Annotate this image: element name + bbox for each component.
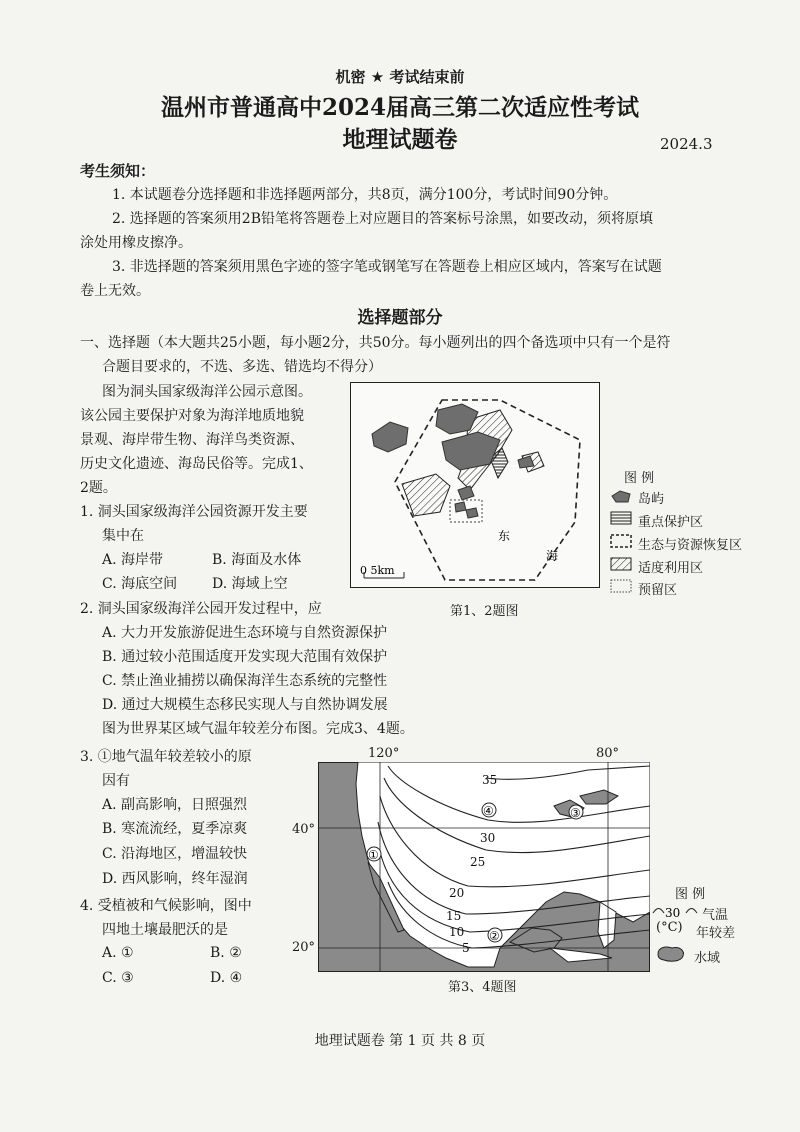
passage1-line: 历史文化遗迹、海岛民俗等。完成1、 <box>80 456 313 472</box>
notice-item: 1. 本试题卷分选择题和非选择题两部分，共8页，满分100分，考试时间90分钟。 <box>112 187 618 203</box>
notice-item: 3. 非选择题的答案须用黑色字迹的签字笔或钢笔写在答题卷上相应区域内，答案写在试题 <box>112 259 662 275</box>
q4-option-a[interactable]: A. ① <box>102 945 134 961</box>
exam-date: 2024.3 <box>660 135 713 153</box>
q4-option-b[interactable]: B. ② <box>210 945 242 961</box>
legend-restoration: 生态与资源恢复区 <box>638 538 743 553</box>
moderate-use-swatch-icon <box>611 558 631 570</box>
map2-caption: 第3、4题图 <box>448 980 517 995</box>
q4-option-d[interactable]: D. ④ <box>210 970 243 986</box>
notice-item: 涂处用橡皮擦净。 <box>80 235 192 251</box>
point-4-label: ④ <box>483 804 494 818</box>
q1-option-c[interactable]: C. 海底空间 <box>102 576 178 592</box>
isoline-swatch-icon <box>652 903 698 921</box>
map1-legend-title: 图 例 <box>624 471 655 486</box>
q4-stem-cont: 四地土壤最肥沃的是 <box>102 922 228 938</box>
q3-option-a[interactable]: A. 副高影响，日照强烈 <box>102 797 248 813</box>
q1-option-a[interactable]: A. 海岸带 <box>102 552 164 568</box>
passage1-line: 景观、海岸带生物、海洋鸟类资源、 <box>80 432 304 448</box>
q2-option-a[interactable]: A. 大力开发旅游促进生态环境与自然资源保护 <box>102 625 388 641</box>
point-3-label: ③ <box>570 806 581 820</box>
notice-item: 卷上无效。 <box>80 283 150 299</box>
water-swatch-icon <box>656 944 686 964</box>
key-protection-swatch-icon <box>611 512 631 524</box>
q3-option-b[interactable]: B. 寒流流经，夏季凉爽 <box>102 821 248 837</box>
legend-moderate-use: 适度利用区 <box>638 561 704 576</box>
notice-heading: 考生须知： <box>80 162 156 180</box>
latitude-label-20: 20° <box>292 940 316 955</box>
isoline-label-5: 5 <box>462 941 470 955</box>
q2-stem: 2. 洞头国家级海洋公园开发过程中，应 <box>80 601 322 617</box>
q3-option-c[interactable]: C. 沿海地区，增温较快 <box>102 846 248 862</box>
map1-legend-swatches <box>610 490 634 600</box>
isoline-label-15: 15 <box>446 909 462 923</box>
legend-reserve: 预留区 <box>638 583 678 598</box>
q3-option-d[interactable]: D. 西风影响，终年湿润 <box>102 871 248 887</box>
q1-stem-cont: 集中在 <box>102 528 144 544</box>
legend-isoline-label: 气温 <box>702 908 729 923</box>
svg-text:30: 30 <box>665 906 681 920</box>
legend-isoline-label-cont: 年较差 <box>696 926 736 941</box>
legend-water: 水域 <box>694 951 721 966</box>
legend-key-protection: 重点保护区 <box>638 515 704 530</box>
page-footer: 地理试题卷 第 1 页 共 8 页 <box>314 1033 486 1049</box>
notice-item: 2. 选择题的答案须用2B铅笔将答题卷上对应题目的答案标号涂黑，如要改动，须将原填 <box>112 211 654 227</box>
section-intro-cont: 合题目要求的，不选、多选、错选均不得分） <box>102 359 382 375</box>
isoline-label-35: 35 <box>482 773 498 787</box>
q4-stem: 4. 受植被和气候影响，图中 <box>80 898 252 914</box>
paper-subtitle: 地理试题卷 <box>342 126 458 153</box>
map2-legend-title: 图 例 <box>675 887 706 902</box>
q2-option-c[interactable]: C. 禁止渔业捕捞以确保海洋生态系统的完整性 <box>102 673 388 689</box>
legend-isoline-unit: (°C) <box>656 920 683 935</box>
q1-option-b[interactable]: B. 海面及水体 <box>212 552 302 568</box>
q4-option-c[interactable]: C. ③ <box>102 970 134 986</box>
island-swatch-icon <box>612 491 630 502</box>
isoline-label-30: 30 <box>480 831 496 845</box>
isoline-label-20: 20 <box>449 886 465 900</box>
longitude-label-120: 120° <box>368 746 400 761</box>
longitude-label-80: 80° <box>596 746 620 761</box>
reserve-swatch-icon <box>611 580 631 592</box>
q3-stem-cont: 因有 <box>102 773 130 789</box>
q2-option-d[interactable]: D. 通过大规模生态移民实现人与自然协调发展 <box>102 697 388 713</box>
marine-park-map <box>350 382 600 588</box>
legend-island: 岛屿 <box>638 492 665 507</box>
q2-option-b[interactable]: B. 通过较小范围适度开发实现大范围有效保护 <box>102 649 388 665</box>
q3-stem: 3. ①地气温年较差较小的原 <box>80 749 252 765</box>
confidential-label: 机密 ★ 考试结束前 <box>335 68 465 86</box>
point-1-label: ① <box>368 848 379 862</box>
map1-caption: 第1、2题图 <box>450 604 519 619</box>
section-intro: 一、选择题（本大题共25小题，每小题2分，共50分。每小题列出的四个备选项中只有一个是符 <box>80 335 671 351</box>
q1-option-d[interactable]: D. 海域上空 <box>212 576 288 592</box>
isoline-label-10: 10 <box>449 925 465 939</box>
q1-stem: 1. 洞头国家级海洋公园资源开发主要 <box>80 504 308 520</box>
passage1-line: 该公园主要保护对象为海洋地质地貌 <box>80 408 304 424</box>
restoration-swatch-icon <box>611 535 631 547</box>
passage1-line: 图为洞头国家级海洋公园示意图。 <box>102 384 312 400</box>
sea-label-east: 东 <box>498 529 511 543</box>
exam-title: 温州市普通高中2024届高三第二次适应性考试 <box>160 94 639 121</box>
passage2: 图为世界某区域气温年较差分布图。完成3、4题。 <box>102 721 414 737</box>
passage1-line: 2题。 <box>80 480 117 496</box>
section-title: 选择题部分 <box>357 308 443 328</box>
temperature-range-map <box>318 762 650 972</box>
isoline-label-25: 25 <box>470 855 486 869</box>
scale-bar-label: 0 5km <box>360 564 395 577</box>
latitude-label-40: 40° <box>292 822 316 837</box>
point-2-label: ② <box>489 929 500 943</box>
sea-label-sea: 海 <box>546 549 559 563</box>
